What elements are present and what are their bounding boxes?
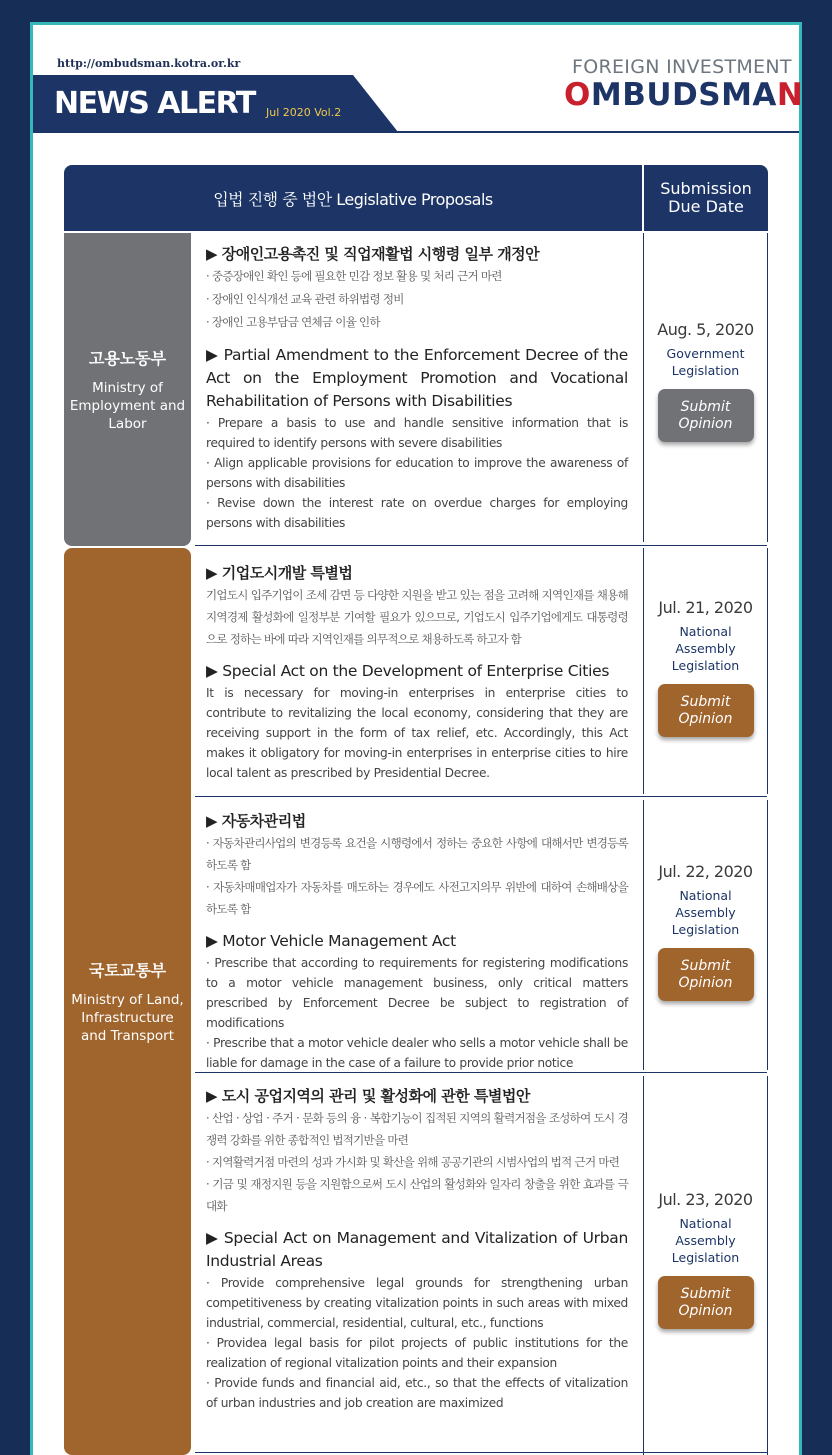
proposal-item-en: · Revise down the interest rate on overdue charges for employing persons with disabilities bbox=[206, 496, 628, 530]
row-divider bbox=[195, 545, 767, 546]
header-divider bbox=[33, 131, 799, 133]
row-divider bbox=[195, 1452, 767, 1453]
proposal-row bbox=[206, 243, 628, 533]
ministry-cell-employment bbox=[64, 233, 191, 546]
legislation-type: National Assembly Legislation bbox=[671, 624, 740, 673]
due-date: Aug. 5, 2020 bbox=[657, 320, 754, 339]
legislation-type: National Assembly Legislation bbox=[671, 1216, 740, 1265]
ministry-cell-land bbox=[64, 548, 191, 1455]
ministry-name-en: Ministry of Employment and Labor bbox=[69, 380, 186, 432]
due-date-header: Submission Due Date bbox=[660, 179, 752, 216]
legislation-type: Government Legislation bbox=[666, 346, 745, 378]
proposal-item-ko: · 자동차관리사업의 변경등록 요건을 시행령에서 정하는 중요한 사항에 대해서만 변경등록 하도록 함 bbox=[206, 836, 628, 872]
ministry-name-en: Ministry of Land, Infrastructure and Transport bbox=[71, 992, 184, 1044]
right-border bbox=[767, 548, 768, 794]
proposal-title-en: ▶ Special Act on Management and Vitalization of Urban Industrial Areas bbox=[206, 1229, 628, 1270]
right-border bbox=[767, 800, 768, 1070]
proposal-item-en: · Prescribe that according to requirements for registering modifications to a motor vehicle management business, only critical matters prescribed by Enforcement Decree be subject to registration of modifications bbox=[206, 956, 628, 1030]
proposal-item-ko: · 자동차매매업자가 자동차를 매도하는 경우에도 사전고지의무 위반에 대하여 손해배상을 하도록 함 bbox=[206, 880, 628, 916]
proposal-item-en: · Provide funds and financial aid, etc., so that the effects of vitalization of urban industries and job creation are maximized bbox=[206, 1376, 628, 1410]
proposal-item-en: · Providea legal basis for pilot projects of public institutions for the realization of regional vitalization points and their expansion bbox=[206, 1336, 628, 1370]
proposal-item-ko: · 장애인 고용부담금 연체금 이율 인하 bbox=[206, 315, 380, 329]
proposal-item-ko: · 지역활력거점 마련의 성과 가시화 및 확산을 위해 공공기관의 시범사업의 법적 근거 마련 bbox=[206, 1155, 620, 1169]
proposal-item-en: · Prepare a basis to use and handle sensitive information that is required to identify persons with severe disabilities bbox=[206, 416, 628, 450]
issue-label: Jul 2020 Vol.2 bbox=[266, 106, 342, 119]
proposal-row bbox=[206, 1085, 628, 1413]
submit-opinion-button[interactable]: Submit Opinion bbox=[658, 948, 754, 1001]
proposal-row bbox=[206, 810, 628, 1073]
proposal-item-en: · Provide comprehensive legal grounds for strengthening urban competitiveness by creating vitalization points in such areas with mixed industrial, commercial, residential, cultural, etc., functions bbox=[206, 1276, 628, 1330]
proposal-title-ko: ▶ 장애인고용촉진 및 직업재활법 시행령 일부 개정안 bbox=[206, 245, 540, 263]
proposal-item-en: It is necessary for moving-in enterprises in enterprise cities to contribute to revitalizing the local economy, considering that they are receiving support in the form of tax relief, etc. Accordingly, this Act makes it obligatory for moving-in enterprises in enterprise cities to hire local talent as prescribed by Presidential Decree. bbox=[206, 686, 628, 780]
proposal-title-en: ▶ Special Act on the Development of Enterprise Cities bbox=[206, 662, 610, 680]
proposal-title-ko: ▶ 자동차관리법 bbox=[206, 812, 306, 830]
proposal-title-ko: ▶ 기업도시개발 특별법 bbox=[206, 564, 353, 582]
proposal-item-en: · Align applicable provisions for education to improve the awareness of persons with disabilities bbox=[206, 456, 628, 490]
submit-opinion-button[interactable]: Submit Opinion bbox=[658, 389, 754, 442]
logo-subtitle: FOREIGN INVESTMENT bbox=[572, 56, 792, 78]
due-date: Jul. 23, 2020 bbox=[658, 1190, 753, 1209]
due-date-cell bbox=[644, 862, 767, 1001]
proposal-title-en: ▶ Motor Vehicle Management Act bbox=[206, 932, 456, 950]
proposal-item-ko: · 기금 및 재정지원 등을 지원함으로써 도시 산업의 활성화와 일자리 창출을 위한 효과를 극대화 bbox=[206, 1177, 628, 1213]
ombudsman-logo: OMBUDSMAN bbox=[564, 77, 804, 113]
proposal-title-ko: ▶ 도시 공업지역의 관리 및 활성화에 관한 특별법안 bbox=[206, 1087, 530, 1105]
due-date-cell bbox=[644, 320, 767, 442]
proposal-item-ko: · 중증장애인 확인 등에 필요한 민감 정보 활용 및 처리 근거 마련 bbox=[206, 269, 502, 283]
proposal-row bbox=[206, 562, 628, 783]
due-date: Jul. 22, 2020 bbox=[658, 862, 753, 881]
legislation-type: National Assembly Legislation bbox=[671, 888, 740, 937]
proposal-item-ko: 기업도시 입주기업이 조세 감면 등 다양한 지원을 받고 있는 점을 고려해 지역인재를 채용해 지역경제 활성화에 일정부분 기여할 필요가 있으므로, 기업도시 입주기업에게도 대통령령으로 정하는 바에 따라 지역인재를 의무적으로 채용하도록 하고자 함 bbox=[206, 588, 628, 646]
proposal-title-en: ▶ Partial Amendment to the Enforcement Decree of the Act on the Employment Promotion and Vocational Rehabilitation of Persons with Disabilities bbox=[206, 346, 628, 410]
ministry-name-ko: 국토교통부 bbox=[88, 961, 167, 980]
news-alert-title: NEWS ALERT bbox=[54, 86, 255, 121]
legislative-proposals-header: 입법 진행 중 법안 Legislative Proposals bbox=[213, 189, 493, 209]
proposal-item-ko: · 산업 · 상업 · 주거 · 문화 등의 융 · 복합기능이 집적된 지역의 활력거점을 조성하여 도시 경쟁력 강화를 위한 종합적인 법적기반을 마련 bbox=[206, 1111, 628, 1147]
submit-opinion-button[interactable]: Submit Opinion bbox=[658, 684, 754, 737]
ministry-name-ko: 고용노동부 bbox=[88, 349, 167, 368]
row-divider bbox=[195, 796, 767, 797]
due-date: Jul. 21, 2020 bbox=[658, 598, 753, 617]
right-border bbox=[767, 1076, 768, 1455]
proposal-item-ko: · 장애인 인식개선 교육 관련 하위법령 정비 bbox=[206, 292, 404, 306]
due-date-cell bbox=[644, 1190, 767, 1329]
table-header bbox=[64, 165, 768, 231]
proposal-item-en: · Prescribe that a motor vehicle dealer who sells a motor vehicle shall be liable for damage in the case of a failure to provide prior notice bbox=[206, 1036, 629, 1070]
right-border bbox=[767, 233, 768, 542]
due-date-cell bbox=[644, 598, 767, 737]
submit-opinion-button[interactable]: Submit Opinion bbox=[658, 1276, 754, 1329]
site-url-link[interactable]: http://ombudsman.kotra.or.kr bbox=[57, 57, 241, 70]
